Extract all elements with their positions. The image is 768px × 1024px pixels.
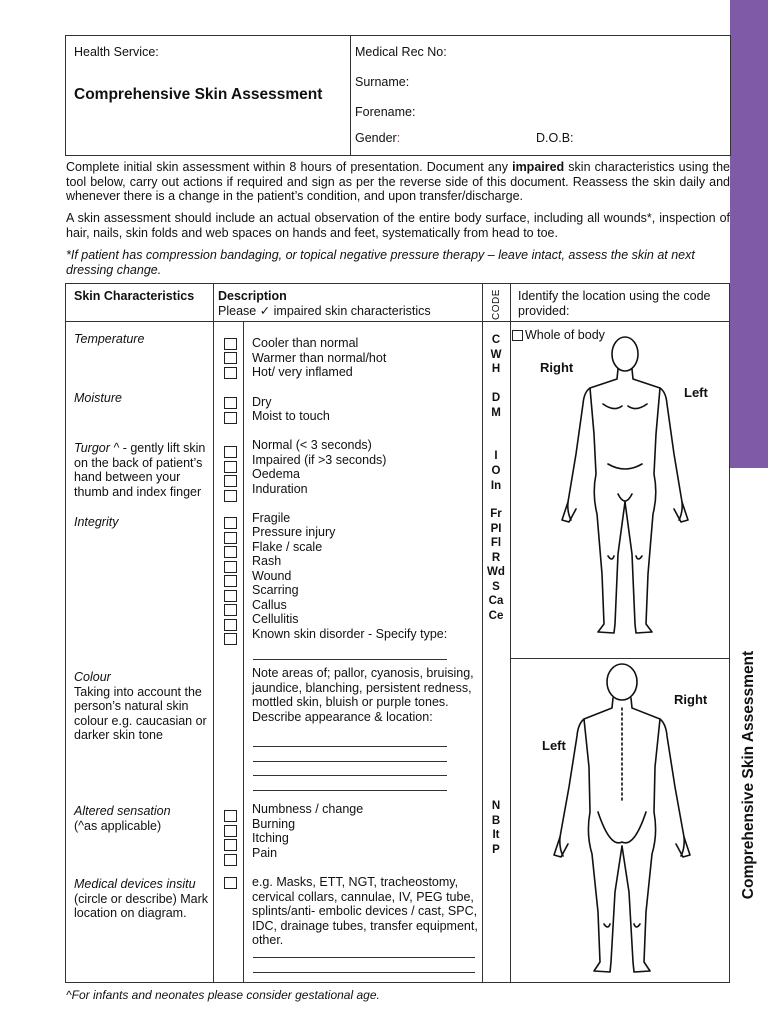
checkbox-medical-devices[interactable] [224,877,237,889]
side-color-band [730,0,768,468]
front-right-label: Right [540,360,574,375]
back-right-label: Right [674,692,708,707]
option-turgor-normal: Normal (< 3 seconds) [252,438,372,452]
front-left-label: Left [684,385,708,400]
code-oedema: O [491,465,501,477]
intro-p1-b: skin characteristics using the tool below, carry out actions if required and sign as per the reverse side of this document. Reassess the skin daily and whenever there is a change in the patient’s condition, and upon transfer/discharge. [66,160,731,203]
intro-paragraph-2 [66,211,730,240]
devices-label-italic: Medical devices insitu [74,877,196,891]
code-rash: R [491,552,501,564]
col-header-skin-characteristics [74,289,194,304]
intro-p3: *If patient has compression bandaging, or topical negative pressure therapy – leave intact, assess the skin at next dressing change. [66,248,695,277]
devices-line-1[interactable] [253,957,475,958]
option-oedema: Oedema [252,467,300,481]
checkbox-numbness[interactable] [224,810,237,822]
option-dry: Dry [252,395,272,409]
row-integrity-label [74,515,214,530]
checkbox-turgor-normal[interactable] [224,446,237,458]
code-numbness: N [491,800,501,812]
code-flake: Fl [490,537,502,549]
checkbox-rash[interactable] [224,561,237,573]
known-disorder-line[interactable] [253,659,447,660]
gender-label [355,131,400,145]
footnote: ^For infants and neonates please consider gestational age. [66,988,380,1002]
intro-paragraph-3 [66,248,730,277]
devices-line-2[interactable] [253,972,475,973]
option-rash: Rash [252,554,282,568]
checkbox-wound[interactable] [224,575,237,587]
code-fragile: Fr [490,508,502,520]
option-induration: Induration [252,482,308,496]
checkbox-burning[interactable] [224,825,237,837]
col2-sub-text: Please ✓ impaired skin characteristics [218,304,431,318]
skin-assessment-table [65,283,730,983]
moisture-label-text: Moisture [74,391,122,405]
whole-of-body-text: Whole of body [525,328,605,342]
checkbox-pressure-injury[interactable] [224,532,237,544]
code-scarring: S [492,581,500,593]
option-pressure-injury: Pressure injury [252,525,336,539]
checkbox-cellulitis[interactable] [224,619,237,631]
turgor-label-rest: - gently lift skin on the back of patient’s hand between your thumb and index finger [74,441,206,499]
medical-rec-no-label: Medical Rec No: [355,45,447,59]
row-turgor-label [74,441,214,499]
gender-label-text: Gender [355,131,397,145]
checkbox-dry[interactable] [224,397,237,409]
option-scarring: Scarring [252,583,299,597]
checkbox-turgor-impaired[interactable] [224,461,237,473]
forename-label: Forename: [355,105,416,119]
col3-header-text: CODE [490,288,502,320]
devices-description: e.g. Masks, ETT, NGT, tracheostomy, cervical collars, cannulae, IV, PEG tube, splints/anti- embolic devices / cast, SPC, IDC, drainage tubes, transfer equipment, other. [252,875,478,948]
code-impaired-turgor: I [494,450,498,462]
option-burning: Burning [252,817,296,831]
col-header-location: Identify the location using the code provided: [518,289,711,318]
table-col-divider-2 [243,321,244,982]
option-pain: Pain [252,846,278,860]
option-wound: Wound [252,569,292,583]
option-numbness: Numbness / change [252,802,364,816]
checkbox-induration[interactable] [224,490,237,502]
checkbox-callus[interactable] [224,604,237,616]
code-pressure-injury: PI [490,523,502,535]
option-known-disorder: Known skin disorder - Specify type: [252,627,448,641]
col1-header-text: Skin Characteristics [74,289,195,303]
code-dry: D [491,392,501,404]
back-left-label: Left [542,738,566,753]
front-body-diagram[interactable] [512,324,730,654]
option-hot: Hot/ very inflamed [252,365,353,379]
option-flake: Flake / scale [252,540,323,554]
option-fragile: Fragile [252,511,291,525]
code-callus: Ca [488,595,504,607]
checkbox-fragile[interactable] [224,517,237,529]
code-pain: P [492,844,500,856]
colour-line-4[interactable] [253,790,447,791]
colour-line-2[interactable] [253,761,447,762]
intro-p2: A skin assessment should include an actual observation of the entire body surface, including all wounds*, inspection of hair, nails, skin folds and web spaces on hands and feet, systematically from head to toe. [66,211,730,240]
option-cellulitis: Cellulitis [252,612,299,626]
col-header-code [482,288,510,320]
header-left-cell [66,36,351,155]
option-callus: Callus [252,598,287,612]
col2-header-text: Description [218,289,287,303]
dob-label: D.O.B: [536,131,574,145]
option-cooler: Cooler than normal [252,336,359,350]
surname-label: Surname: [355,75,410,89]
colour-label-rest: Taking into account the person’s natural skin colour e.g. caucasian or darker skin tone [74,684,207,743]
sensation-label-italic: Altered sensation [74,804,171,818]
colour-line-3[interactable] [253,775,447,776]
form-title: Comprehensive Skin Assessment [74,86,323,103]
colour-line-1[interactable] [253,746,447,747]
header-box [65,35,731,156]
option-turgor-impaired: Impaired (if >3 seconds) [252,453,387,467]
checkbox-moist[interactable] [224,412,237,424]
option-warmer: Warmer than normal/hot [252,351,387,365]
row-colour-label [74,670,214,743]
integrity-label-text: Integrity [74,515,119,529]
checkbox-flake[interactable] [224,546,237,558]
intro-p1-bold: impaired [512,160,565,174]
table-header-divider [66,321,729,322]
option-moist: Moist to touch [252,409,330,423]
code-induration: In [490,480,502,492]
code-wound: Wd [487,566,505,578]
turgor-label-italic: Turgor ^ [74,441,120,455]
sensation-label-rest: (^as applicable) [74,818,162,833]
col-header-description [218,289,431,319]
side-title-text: Comprehensive Skin Assessment [740,650,758,900]
temperature-label-text: Temperature [74,332,145,346]
code-burning: B [491,815,501,827]
side-title [733,640,765,910]
code-moist: M [491,407,501,419]
figure-divider [510,658,729,659]
table-col-divider-4 [510,284,511,982]
colour-description: Note areas of; pallor, cyanosis, bruising, jaundice, blanching, persistent redness, mottled skin, bluish or purple tones. Describe appearance & location: [252,666,474,724]
intro-p1-a: Complete initial skin assessment within 8 hours of presentation. Document any [66,160,513,174]
code-cooler: C [491,334,501,346]
checkbox-pain[interactable] [224,854,237,866]
row-sensation-label [74,804,214,833]
checkbox-itching[interactable] [224,839,237,851]
checkbox-cooler[interactable] [224,338,237,350]
code-warmer: W [490,349,502,361]
checkbox-oedema[interactable] [224,475,237,487]
devices-label-rest: (circle or describe) Mark location on diagram. [74,891,209,921]
gender-colon: : [396,131,401,145]
colour-label-italic: Colour [74,670,111,684]
health-service-label: Health Service: [74,45,159,59]
row-temperature-label [74,332,214,347]
checkbox-scarring[interactable] [224,590,237,602]
row-devices-label [74,877,214,921]
checkbox-hot[interactable] [224,367,237,379]
code-cellulitis: Ce [488,610,504,622]
checkbox-warmer[interactable] [224,352,237,364]
option-itching: Itching [252,831,289,845]
back-body-diagram[interactable] [512,662,730,982]
intro-paragraph-1 [66,160,730,204]
checkbox-known-disorder[interactable] [224,633,237,645]
code-itching: It [492,829,500,841]
code-hot: H [491,363,501,375]
row-moisture-label [74,391,214,406]
